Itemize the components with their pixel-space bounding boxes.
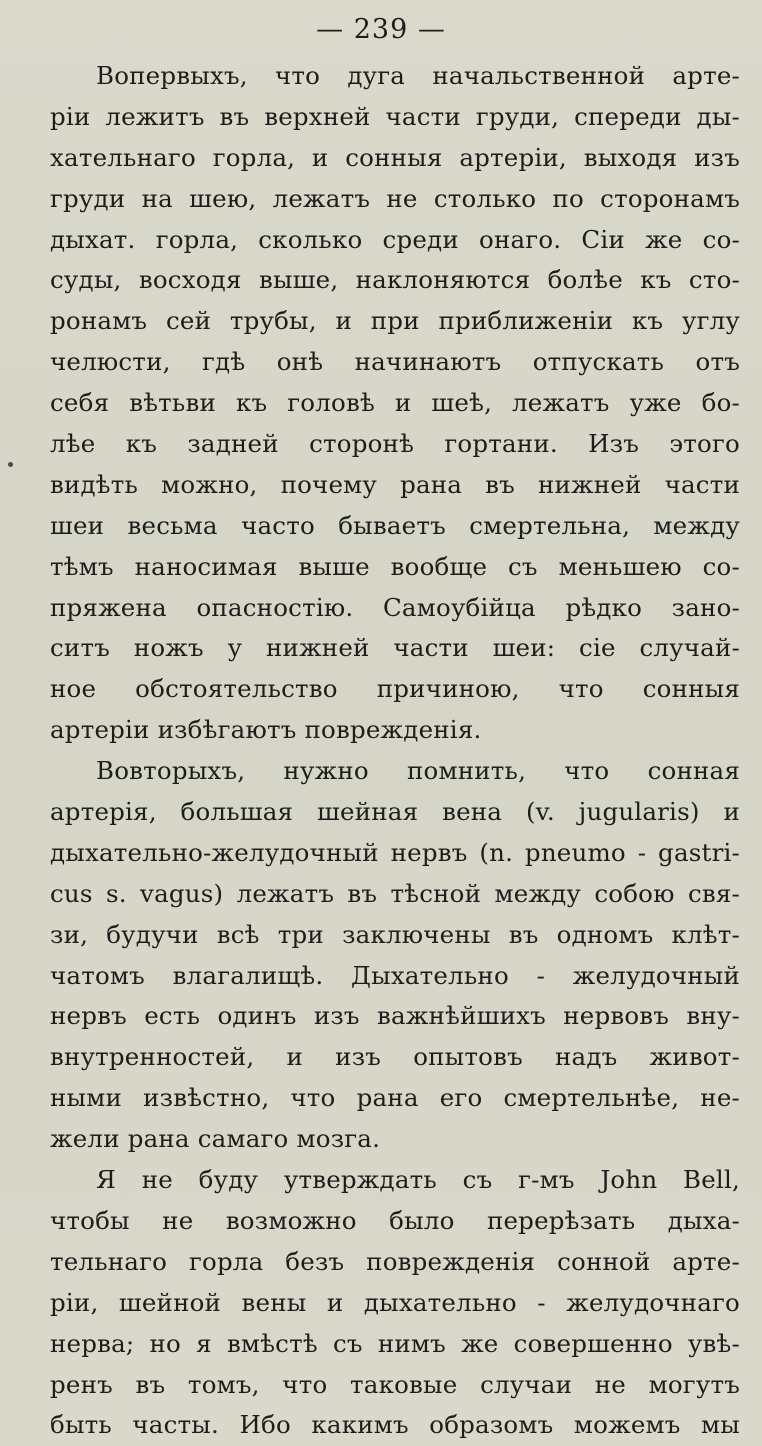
text-line: видѣть можно, почему рана въ нижней части bbox=[50, 469, 740, 499]
text-line: Я не буду утверждать съ г-мъ John Bell, bbox=[96, 1165, 740, 1195]
text-line: внутренностей, и изъ опытовъ надъ живот- bbox=[50, 1042, 740, 1072]
text-line: зи, будучи всѣ три заключены въ одномъ клѣт- bbox=[50, 919, 740, 949]
text-line: ріи, шейной вены и дыхательно - желудочнаго bbox=[50, 1287, 740, 1317]
text-line: быть часты. Ибо какимъ образомъ можемъ мы bbox=[50, 1410, 740, 1440]
text-line: ренъ въ томъ, что таковые случаи не могутъ bbox=[50, 1369, 740, 1399]
text-line: себя вѣтьви къ головѣ и шеѣ, лежатъ уже бо- bbox=[50, 388, 740, 418]
text-line: шеи весьма часто бываетъ смертельна, между bbox=[50, 510, 740, 540]
text-line: суды, восходя выше, наклоняются болѣе къ сто- bbox=[50, 265, 740, 295]
text-line: ронамъ сей трубы, и при приближеніи къ углу bbox=[50, 306, 740, 336]
text-line: Вовторыхъ, нужно помнить, что сонная bbox=[96, 756, 740, 786]
text-line: чатомъ влагалищѣ. Дыхательно - желудочный bbox=[50, 960, 740, 990]
text-line: тельнаго горла безъ поврежденія сонной арте- bbox=[50, 1246, 740, 1276]
text-line: нервъ есть одинъ изъ важнѣйшихъ нервовъ вну- bbox=[50, 1001, 740, 1031]
text-line: жели рана самаго мозга. bbox=[50, 1124, 381, 1154]
page-number: — 239 — bbox=[316, 14, 446, 45]
text-line: челюсти, гдѣ онѣ начинаютъ отпускать отъ bbox=[50, 347, 740, 377]
text-line: артерія, большая шейная вена (v. jugularis) и bbox=[50, 797, 740, 827]
text-line: хательнаго горла, и сонныя артеріи, выходя изъ bbox=[50, 142, 740, 172]
text-line: ситъ ножъ у нижней части шеи: сіе случай- bbox=[50, 633, 740, 663]
text-line: тѣмъ наносимая выше вообще съ меньшею со- bbox=[50, 551, 740, 581]
body-text bbox=[50, 56, 740, 1446]
text-line: дыхательно-желудочный нервъ (n. pneumo - gastri- bbox=[50, 837, 740, 867]
text-line: нерва; но я вмѣстѣ съ нимъ же совершенно увѣ- bbox=[50, 1328, 740, 1358]
text-line: чтобы не возможно было перерѣзать дыха- bbox=[50, 1205, 740, 1235]
text-line: ными извѣстно, что рана его смертельнѣе, не- bbox=[50, 1083, 740, 1113]
text-line: артеріи избѣгаютъ поврежденія. bbox=[50, 715, 482, 745]
text-line: дыхат. горла, сколько среди онаго. Сіи же со- bbox=[50, 224, 740, 254]
text-line: Вопервыхъ, что дуга начальственной арте- bbox=[96, 61, 740, 90]
text-line: ное обстоятельство причиною, что сонныя bbox=[50, 674, 740, 704]
ink-speck bbox=[8, 462, 13, 467]
text-line: ріи лежитъ въ верхней части груди, спереди ды- bbox=[50, 101, 740, 131]
text-line: cus s. vagus) лежатъ въ тѣсной между собою свя- bbox=[50, 878, 740, 908]
text-line: пряжена опасностію. Самоубійца рѣдко зано- bbox=[50, 592, 740, 622]
text-line: груди на шею, лежатъ не столько по сторонамъ bbox=[50, 183, 740, 213]
text-line: лѣе къ задней сторонѣ гортани. Изъ этого bbox=[50, 429, 740, 459]
